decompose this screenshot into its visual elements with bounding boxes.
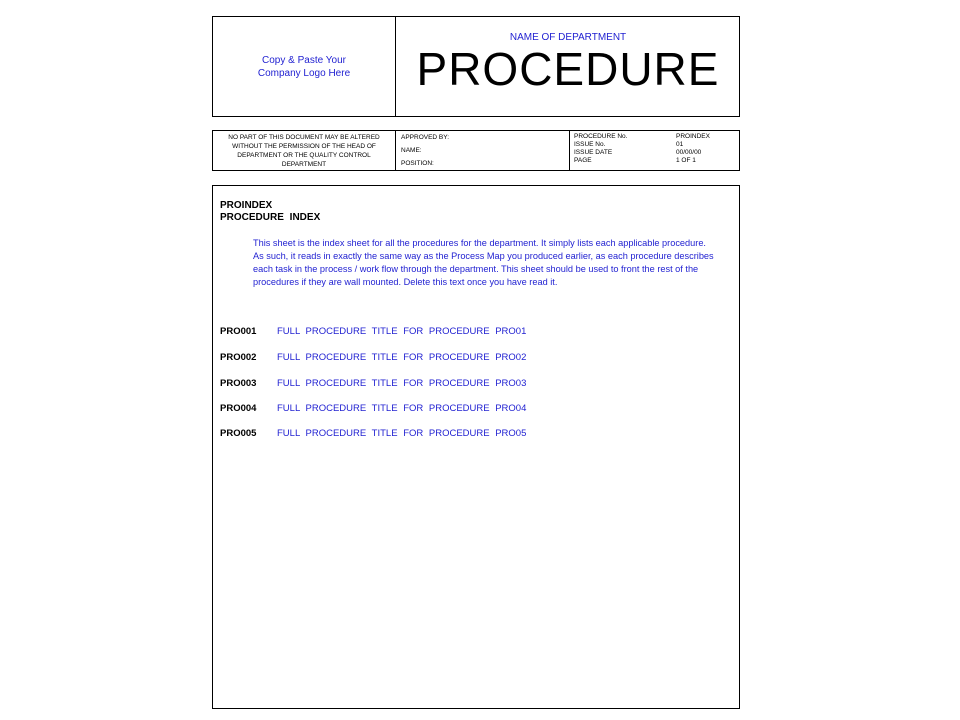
procedure-list-code: PRO003 [220,378,257,389]
meta-label: PROCEDURE No. [574,133,628,140]
meta-row-issue-date [574,149,736,157]
meta-value: PROINDEX [676,133,710,140]
procedure-list-item [220,378,526,389]
document-header [212,16,740,117]
procedure-list-code: PRO005 [220,428,257,439]
procedure-meta [570,131,740,170]
document-info-bar [212,130,740,171]
meta-value: 00/00/00 [676,149,702,156]
department-name: NAME OF DEPARTMENT [509,32,627,43]
procedure-list-code: PRO001 [220,326,257,337]
meta-value: 01 [676,141,684,148]
logo-placeholder-text: Copy & Paste Your Company Logo Here [257,54,351,79]
approval-fields [396,131,570,170]
procedure-list-title: FULL PROCEDURE TITLE FOR PROCEDURE PRO01 [277,326,527,337]
document-body [212,185,740,709]
page-title: PROCEDURE [416,43,720,95]
procedure-list-item [220,403,526,414]
procedure-list-title: FULL PROCEDURE TITLE FOR PROCEDURE PRO03 [277,378,527,389]
meta-label: PAGE [574,157,592,164]
procedure-index-title: PROCEDURE INDEX [220,212,321,223]
logo-placeholder [213,17,396,116]
procedure-list-title: FULL PROCEDURE TITLE FOR PROCEDURE PRO02 [277,352,527,363]
approved-by-label: APPROVED BY: [401,134,450,141]
procedure-list-code: PRO004 [220,403,257,414]
procedure-code: PROINDEX [220,200,273,211]
meta-row-procedure-no [574,133,736,141]
alteration-notice: NO PART OF THIS DOCUMENT MAY BE ALTERED WITHOUT THE PERMISSION OF THE HEAD OF DEPARTMENT OR THE QUALITY CONTROL DEPARTMENT [213,131,396,170]
procedure-list-title: FULL PROCEDURE TITLE FOR PROCEDURE PRO04 [277,403,527,414]
procedure-list-item [220,352,526,363]
procedure-list-code: PRO002 [220,352,257,363]
meta-row-issue-no [574,141,736,149]
procedure-list-item [220,326,526,337]
meta-value: 1 OF 1 [676,157,696,164]
procedure-list-item [220,428,526,439]
name-label: NAME: [401,147,422,154]
meta-label: ISSUE No. [574,141,606,148]
meta-label: ISSUE DATE [574,149,613,156]
instructions-text: This sheet is the index sheet for all the procedures for the department. It simply lists each applicable procedure. As such, it reads in exactly the same way as the Process Map you produced earlier, as each procedure describes each task in the process / work flow through the department. This sheet should be used to front the rest of the procedures if they are wall mounted. Delete this text once you have read it. [253,238,714,287]
position-label: POSITION: [401,160,434,167]
meta-row-page [574,157,736,165]
procedure-list-title: FULL PROCEDURE TITLE FOR PROCEDURE PRO05 [277,428,527,439]
